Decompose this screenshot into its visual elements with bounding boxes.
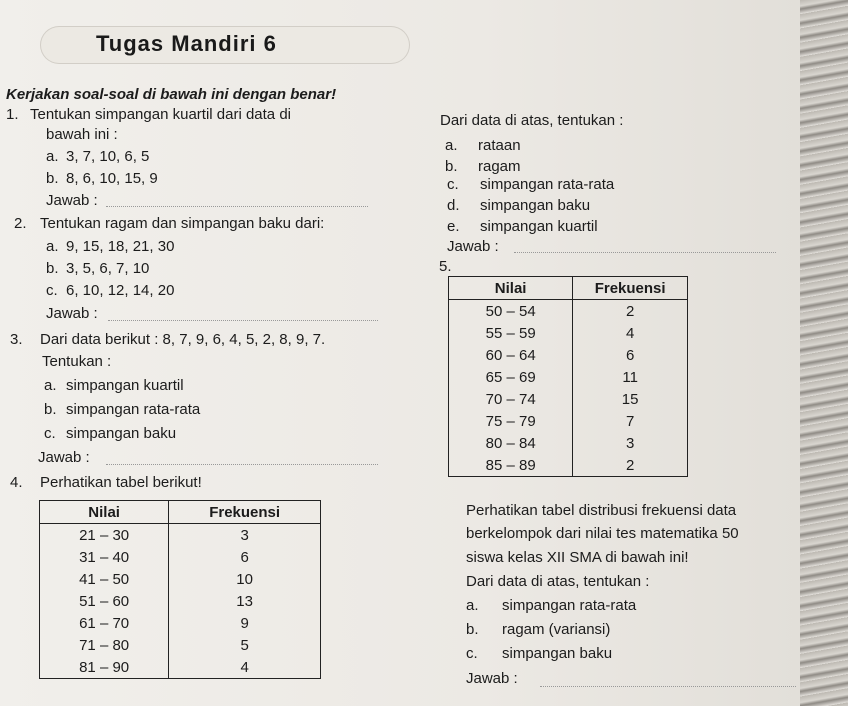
table-row bbox=[449, 344, 688, 366]
q1-item-b: 8, 6, 10, 15, 9 bbox=[66, 170, 158, 187]
page-title: Tugas Mandiri 6 bbox=[96, 31, 277, 56]
q1-item-a-label: a. bbox=[46, 148, 59, 165]
table-row bbox=[40, 524, 321, 547]
q5-answer-line bbox=[540, 686, 796, 687]
table-row bbox=[40, 546, 321, 568]
cell-nilai: 75 – 79 bbox=[449, 410, 573, 432]
q3-jawab: Jawab : bbox=[38, 449, 90, 466]
cell-nilai: 21 – 30 bbox=[40, 524, 169, 547]
cell-frekuensi: 11 bbox=[573, 366, 688, 388]
cell-nilai: 61 – 70 bbox=[40, 612, 169, 634]
table-header-row bbox=[449, 277, 688, 300]
cell-frekuensi: 4 bbox=[573, 322, 688, 344]
q2-item-b: 3, 5, 6, 7, 10 bbox=[66, 260, 150, 277]
q5-jawab: Jawab : bbox=[466, 670, 518, 687]
table-row bbox=[40, 634, 321, 656]
q1-text: Tentukan simpangan kuartil dari data di bbox=[30, 106, 291, 123]
q4-cont-item-d-label: d. bbox=[447, 197, 460, 214]
table-header-frekuensi: Frekuensi bbox=[573, 277, 688, 300]
q2-item-a: 9, 15, 18, 21, 30 bbox=[66, 238, 175, 255]
q5-item-b: ragam (variansi) bbox=[502, 621, 611, 638]
table-row bbox=[40, 612, 321, 634]
cell-nilai: 60 – 64 bbox=[449, 344, 573, 366]
q1-item-b-label: b. bbox=[46, 170, 59, 187]
table-row bbox=[40, 590, 321, 612]
q4-cont-item-b-label: b. bbox=[445, 158, 458, 175]
cell-nilai: 31 – 40 bbox=[40, 546, 169, 568]
q4-cont-item-c-label: c. bbox=[447, 176, 459, 193]
cell-frekuensi: 7 bbox=[573, 410, 688, 432]
q5-item-a: simpangan rata-rata bbox=[502, 597, 637, 614]
instruction: Kerjakan soal-soal di bawah ini dengan benar! bbox=[6, 86, 337, 103]
q2-answer-line bbox=[108, 320, 378, 321]
q3-item-b-label: b. bbox=[44, 401, 57, 418]
q3-text: Dari data berikut : 8, 7, 9, 6, 4, 5, 2, 8, 9, 7. bbox=[40, 331, 326, 348]
cell-nilai: 51 – 60 bbox=[40, 590, 169, 612]
cell-frekuensi: 6 bbox=[169, 546, 321, 568]
q3-tentukan: Tentukan : bbox=[42, 353, 112, 370]
q1-item-a: 3, 7, 10, 6, 5 bbox=[66, 148, 150, 165]
q3-item-a: simpangan kuartil bbox=[66, 377, 184, 394]
q5-desc-line-2: berkelompok dari nilai tes matematika 50 bbox=[466, 525, 739, 542]
cell-nilai: 50 – 54 bbox=[449, 300, 573, 323]
table-header-nilai: Nilai bbox=[449, 277, 573, 300]
q3-item-c: simpangan baku bbox=[66, 425, 177, 442]
q5-number: 5. bbox=[439, 258, 452, 275]
table-header-row bbox=[40, 501, 321, 524]
cell-frekuensi: 6 bbox=[573, 344, 688, 366]
q3-item-b: simpangan rata-rata bbox=[66, 401, 201, 418]
cell-nilai: 71 – 80 bbox=[40, 634, 169, 656]
table-row bbox=[40, 568, 321, 590]
cell-nilai: 85 – 89 bbox=[449, 454, 573, 477]
q2-text: Tentukan ragam dan simpangan baku dari: bbox=[40, 215, 325, 232]
q3-number: 3. bbox=[10, 331, 23, 348]
table-row bbox=[40, 656, 321, 679]
cell-frekuensi: 5 bbox=[169, 634, 321, 656]
table-row bbox=[449, 454, 688, 477]
q4-cont-item-a-label: a. bbox=[445, 137, 458, 154]
cell-frekuensi: 3 bbox=[169, 524, 321, 547]
q1-jawab: Jawab : bbox=[46, 192, 98, 209]
cell-frekuensi: 2 bbox=[573, 300, 688, 323]
q4-answer-line bbox=[514, 252, 776, 253]
q5-desc-line-4: Dari data di atas, tentukan : bbox=[466, 573, 650, 590]
q5-item-b-label: b. bbox=[466, 621, 479, 638]
q2-number: 2. bbox=[14, 215, 27, 232]
cell-nilai: 70 – 74 bbox=[449, 388, 573, 410]
q4-cont-item-b: ragam bbox=[478, 158, 521, 175]
q4-cont-intro: Dari data di atas, tentukan : bbox=[440, 112, 624, 129]
cell-frekuensi: 3 bbox=[573, 432, 688, 454]
cell-frekuensi: 2 bbox=[573, 454, 688, 477]
q2-item-b-label: b. bbox=[46, 260, 59, 277]
q4-table bbox=[39, 500, 321, 679]
q4-cont-item-c: simpangan rata-rata bbox=[480, 176, 615, 193]
table-row bbox=[449, 410, 688, 432]
table-row bbox=[449, 300, 688, 323]
q4-text: Perhatikan tabel berikut! bbox=[40, 474, 202, 491]
table-row bbox=[449, 432, 688, 454]
q4-cont-jawab: Jawab : bbox=[447, 238, 499, 255]
q5-desc-line-3: siswa kelas XII SMA di bawah ini! bbox=[466, 549, 689, 566]
q4-number: 4. bbox=[10, 474, 23, 491]
cell-nilai: 80 – 84 bbox=[449, 432, 573, 454]
q4-cont-item-d: simpangan baku bbox=[480, 197, 591, 214]
cell-nilai: 65 – 69 bbox=[449, 366, 573, 388]
q3-item-a-label: a. bbox=[44, 377, 57, 394]
cell-frekuensi: 10 bbox=[169, 568, 321, 590]
cell-frekuensi: 13 bbox=[169, 590, 321, 612]
table-row bbox=[449, 388, 688, 410]
q2-item-a-label: a. bbox=[46, 238, 59, 255]
q4-cont-item-a: rataan bbox=[478, 137, 521, 154]
table-row bbox=[449, 322, 688, 344]
q1-answer-line bbox=[106, 206, 368, 207]
book-binding bbox=[800, 0, 848, 706]
cell-nilai: 55 – 59 bbox=[449, 322, 573, 344]
q3-answer-line bbox=[106, 464, 378, 465]
q2-item-c-label: c. bbox=[46, 282, 58, 299]
q2-jawab: Jawab : bbox=[46, 305, 98, 322]
cell-frekuensi: 15 bbox=[573, 388, 688, 410]
q5-item-c-label: c. bbox=[466, 645, 478, 662]
q4-cont-item-e-label: e. bbox=[447, 218, 460, 235]
cell-frekuensi: 4 bbox=[169, 656, 321, 679]
table-header-nilai: Nilai bbox=[40, 501, 169, 524]
q1-text-cont: bawah ini : bbox=[46, 126, 118, 143]
q5-item-c: simpangan baku bbox=[502, 645, 613, 662]
q4-cont-item-e: simpangan kuartil bbox=[480, 218, 598, 235]
q2-item-c: 6, 10, 12, 14, 20 bbox=[66, 282, 175, 299]
cell-nilai: 41 – 50 bbox=[40, 568, 169, 590]
q5-item-a-label: a. bbox=[466, 597, 479, 614]
q3-item-c-label: c. bbox=[44, 425, 56, 442]
table-header-frekuensi: Frekuensi bbox=[169, 501, 321, 524]
q1-number: 1. bbox=[6, 106, 19, 123]
cell-nilai: 81 – 90 bbox=[40, 656, 169, 679]
q5-table bbox=[448, 276, 688, 477]
table-row bbox=[449, 366, 688, 388]
q5-desc-line-1: Perhatikan tabel distribusi frekuensi data bbox=[466, 502, 737, 519]
cell-frekuensi: 9 bbox=[169, 612, 321, 634]
